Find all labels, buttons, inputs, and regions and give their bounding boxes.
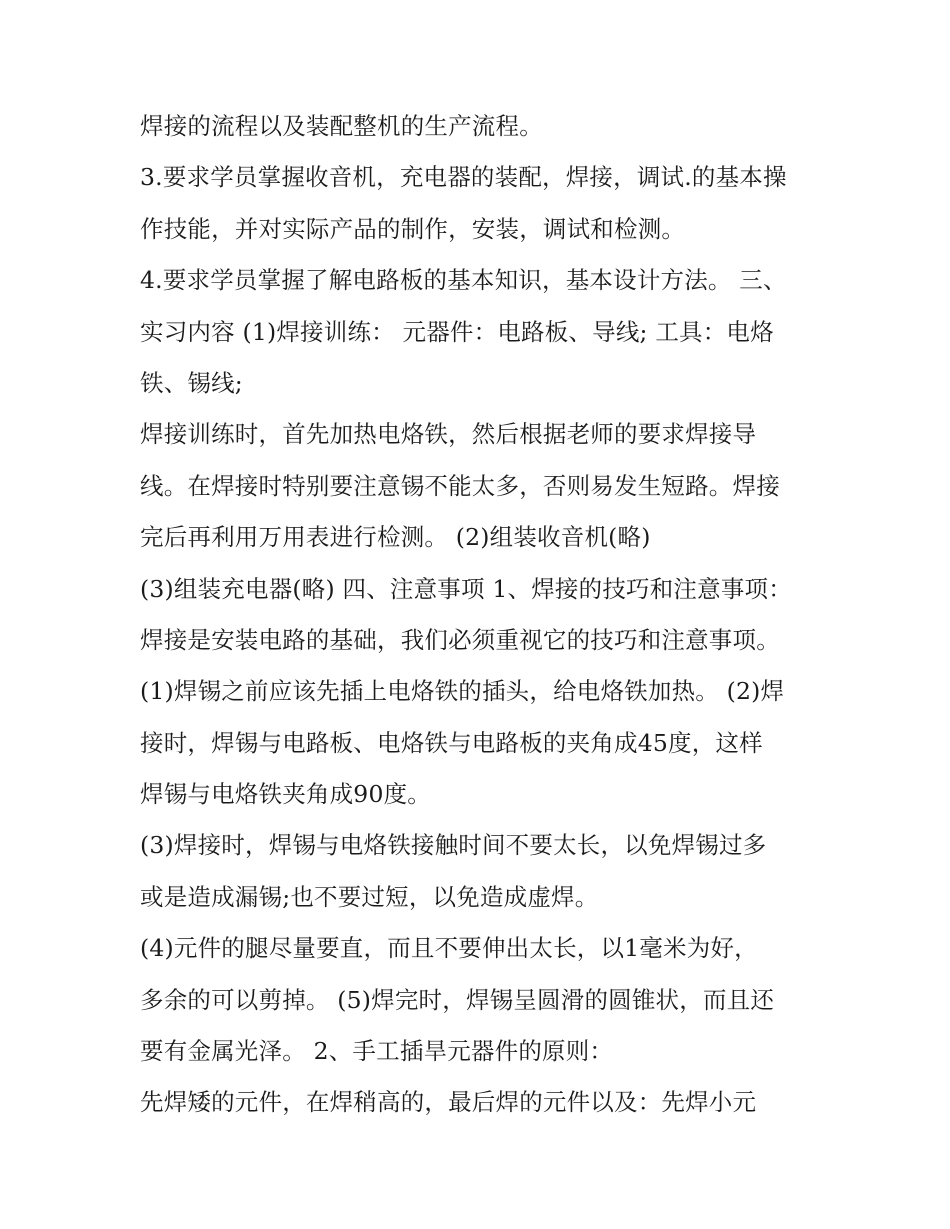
text-line: (3)焊接时，焊锡与电烙铁接触时间不要太长，以免焊锡过多 — [140, 831, 767, 860]
text-line: 先焊矮的元件，在焊稍高的，最后焊的元件以及：先焊小元 — [140, 1088, 757, 1117]
text-line: 完后再利用万用表进行检测。 (2)组装收音机(略) — [140, 523, 651, 552]
text-line: 3.要求学员掌握收音机，充电器的装配，焊接，调试.的基本操 — [140, 163, 787, 192]
text-line: 焊接是安装电路的基础，我们必须重视它的技巧和注意事项。 — [140, 625, 780, 654]
document-body — [140, 101, 830, 1129]
text-line: 线。在焊接时特别要注意锡不能太多，否则易发生短路。焊接 — [140, 471, 780, 500]
text-line: 作技能，并对实际产品的制作，安装，调试和检测。 — [140, 214, 686, 243]
text-line: 铁、锡线; — [140, 368, 243, 397]
text-line: 焊接训练时，首先加热电烙铁，然后根据老师的要求焊接导 — [140, 420, 757, 449]
text-line: (1)焊锡之前应该先插上电烙铁的插头，给电烙铁加热。 (2)焊 — [140, 677, 785, 706]
text-line: 要有金属光泽。 2、手工插旱元器件的原则： — [140, 1037, 614, 1066]
text-line: (3)组装充电器(略) 四、注意事项 1、焊接的技巧和注意事项： — [140, 574, 792, 603]
text-line: 焊接的流程以及装配整机的生产流程。 — [140, 112, 543, 140]
text-line: 4.要求学员掌握了解电路板的基本知识，基本设计方法。 三、 — [140, 266, 787, 295]
text-line: (4)元件的腿尽量要直，而且不要伸出太长，以1毫米为好， — [140, 934, 758, 963]
text-line: 多余的可以剪掉。 (5)焊完时，焊锡呈圆滑的圆锥状，而且还 — [140, 985, 775, 1014]
text-line: 或是造成漏锡;也不要过短，以免造成虚焊。 — [140, 882, 599, 911]
text-line: 实习内容 (1)焊接训练： 元器件：电路板、导线; 工具：电烙 — [140, 317, 774, 346]
text-line: 焊锡与电烙铁夹角成90度。 — [140, 780, 432, 809]
text-line: 接时，焊锡与电路板、电烙铁与电路板的夹角成45度，这样 — [140, 728, 763, 757]
